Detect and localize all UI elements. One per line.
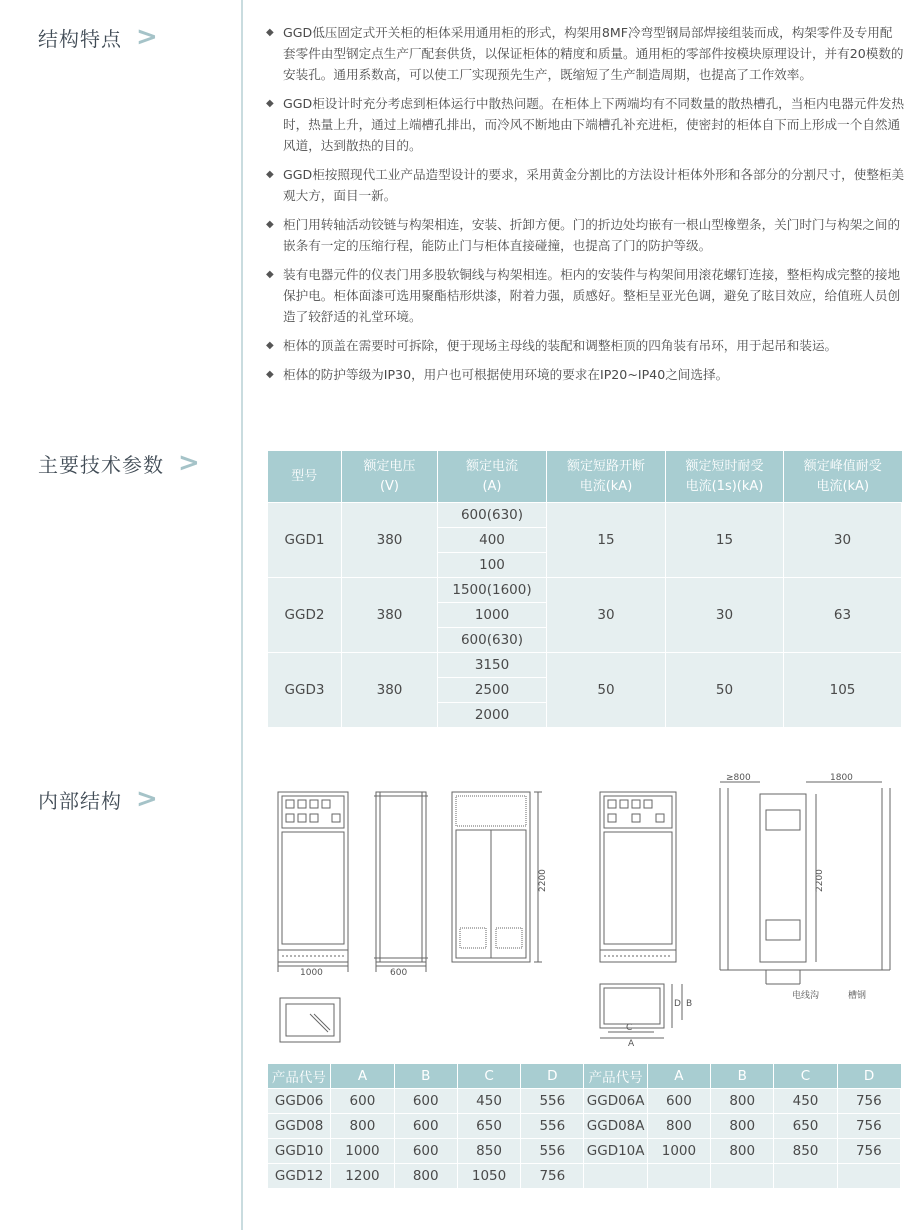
- table-cell: 1000: [647, 1139, 710, 1164]
- table-cell: 650: [457, 1114, 520, 1139]
- dims-header-cell: D: [837, 1064, 900, 1089]
- spec-header-cell: 额定峰值耐受 电流(kA): [784, 451, 902, 503]
- dim-label: 1800: [830, 773, 853, 783]
- dim-label: ≥800: [726, 773, 751, 783]
- spec-header-cell: 额定电流 (A): [438, 451, 547, 503]
- feature-item: ◆ GGD柜按照现代工业产品造型设计的要求，采用黄金分割比的方法设计柜体外形和各部分的分割尺寸，使整柜美观大方，面目一新。: [265, 164, 905, 206]
- table-cell: GGD10: [268, 1139, 331, 1164]
- feature-item: ◆ 柜体的顶盖在需要时可拆除，便于现场主母线的装配和调整柜顶的四角装有吊环，用于起吊和装运。: [265, 335, 905, 356]
- cabinet-side-view: [374, 792, 428, 972]
- table-cell: 556: [521, 1089, 584, 1114]
- dims-header-cell: A: [647, 1064, 710, 1089]
- current-cell: 3150: [438, 653, 547, 678]
- dims-header-cell: A: [331, 1064, 394, 1089]
- dim-label: D: [674, 999, 681, 1009]
- installation-section-view: [720, 782, 890, 984]
- dims-header-cell: D: [521, 1064, 584, 1089]
- chevron-right-icon: >: [178, 448, 201, 478]
- table-cell: 600: [394, 1089, 457, 1114]
- table-cell: GGD12: [268, 1164, 331, 1189]
- internal-section-title: [38, 784, 159, 814]
- table-cell: [837, 1164, 900, 1189]
- table-row: [268, 653, 902, 678]
- dim-label: B: [686, 999, 693, 1009]
- table-cell: 600: [394, 1139, 457, 1164]
- peak-cell: 63: [784, 578, 902, 653]
- spec-header-row: [268, 451, 902, 503]
- table-cell: 556: [521, 1139, 584, 1164]
- voltage-cell: 380: [342, 503, 438, 578]
- cabinet-drawings: [270, 770, 902, 1060]
- table-cell: [584, 1164, 647, 1189]
- feature-item: ◆ 柜体的防护等级为IP30，用户也可根据使用环境的要求在IP20~IP40之间选择。: [265, 364, 905, 385]
- dims-header-cell: B: [711, 1064, 774, 1089]
- table-row: [268, 503, 902, 528]
- params-title-text: 主要技术参数: [38, 452, 164, 477]
- table-cell: GGD10A: [584, 1139, 647, 1164]
- chevron-right-icon: >: [136, 784, 159, 814]
- dimensions-table: [267, 1064, 901, 1189]
- table-cell: 756: [837, 1089, 900, 1114]
- table-cell: 800: [394, 1164, 457, 1189]
- cabinet-front-view-2: [600, 792, 676, 962]
- peak-cell: 105: [784, 653, 902, 728]
- model-cell: GGD2: [268, 578, 342, 653]
- short-time-cell: 30: [666, 578, 784, 653]
- dim-label: 槽钢: [848, 991, 867, 1001]
- table-cell: 756: [837, 1139, 900, 1164]
- spec-header-cell: 型号: [268, 451, 342, 503]
- model-cell: GGD1: [268, 503, 342, 578]
- dims-header-cell: 产品代号: [584, 1064, 647, 1089]
- current-cell: 400: [438, 528, 547, 553]
- params-section-title: [38, 448, 201, 478]
- spec-header-cell: 额定短时耐受 电流(1s)(kA): [666, 451, 784, 503]
- current-cell: 2500: [438, 678, 547, 703]
- cabinet-front-view: [278, 792, 348, 972]
- table-cell: 556: [521, 1114, 584, 1139]
- dim-label: 2200: [538, 869, 548, 892]
- breaking-cell: 50: [547, 653, 666, 728]
- cabinet-top-view: [280, 998, 340, 1042]
- dims-header-cell: 产品代号: [268, 1064, 331, 1089]
- table-cell: GGD08: [268, 1114, 331, 1139]
- peak-cell: 30: [784, 503, 902, 578]
- table-cell: 800: [711, 1089, 774, 1114]
- current-cell: 100: [438, 553, 547, 578]
- table-cell: 600: [331, 1089, 394, 1114]
- breaking-cell: 15: [547, 503, 666, 578]
- dim-label: 1000: [300, 968, 323, 978]
- dims-header-row: [268, 1064, 901, 1089]
- dim-label: 2200: [815, 869, 825, 892]
- dim-label: A: [628, 1039, 635, 1049]
- table-cell: 1200: [331, 1164, 394, 1189]
- short-time-cell: 50: [666, 653, 784, 728]
- table-cell: 600: [394, 1114, 457, 1139]
- cabinet-rear-view: [452, 792, 542, 962]
- table-cell: [774, 1164, 837, 1189]
- voltage-cell: 380: [342, 578, 438, 653]
- internal-title-text: 内部结构: [38, 788, 122, 813]
- current-cell: 2000: [438, 703, 547, 728]
- table-cell: 1050: [457, 1164, 520, 1189]
- features-title-text: 结构特点: [38, 26, 122, 51]
- dims-header-cell: C: [774, 1064, 837, 1089]
- table-cell: 800: [711, 1114, 774, 1139]
- table-cell: GGD08A: [584, 1114, 647, 1139]
- table-cell: 850: [774, 1139, 837, 1164]
- current-cell: 1500(1600): [438, 578, 547, 603]
- table-row: [268, 1089, 901, 1114]
- table-cell: 450: [457, 1089, 520, 1114]
- short-time-cell: 15: [666, 503, 784, 578]
- table-cell: GGD06: [268, 1089, 331, 1114]
- dim-label: 电线沟: [792, 991, 820, 1001]
- current-cell: 600(630): [438, 503, 547, 528]
- features-section-title: [38, 22, 159, 52]
- spec-table: [267, 451, 902, 728]
- table-cell: 1000: [331, 1139, 394, 1164]
- voltage-cell: 380: [342, 653, 438, 728]
- dim-label: 600: [390, 968, 408, 978]
- model-cell: GGD3: [268, 653, 342, 728]
- spec-header-cell: 额定电压 (V): [342, 451, 438, 503]
- features-list: [265, 22, 905, 393]
- table-row: [268, 578, 902, 603]
- table-cell: 850: [457, 1139, 520, 1164]
- table-cell: 800: [711, 1139, 774, 1164]
- feature-item: ◆ GGD低压固定式开关柜的柜体采用通用柜的形式，构架用8MF冷弯型钢局部焊接组装而成，构架零件及专用配套零件由型钢定点生产厂配套供货，以保证柜体的精度和质量。通用柜的零部件按模块原理设计，并有20模数的安装孔。通用系数高，可以使工厂实现预先生产，既缩短了生产制造周期，也提高了工作效率。: [265, 22, 905, 85]
- table-cell: [711, 1164, 774, 1189]
- chevron-right-icon: >: [136, 22, 159, 52]
- table-cell: [647, 1164, 710, 1189]
- table-cell: 756: [521, 1164, 584, 1189]
- current-cell: 1000: [438, 603, 547, 628]
- feature-item: ◆ 装有电器元件的仪表门用多股软铜线与构架相连。柜内的安装件与构架间用滚花螺钉连接，整柜构成完整的接地保护电。柜体面漆可选用聚酯桔形烘漆，附着力强，质感好。整柜呈亚光色调，避免了眩目效应，给值班人员创造了较舒适的礼堂环境。: [265, 264, 905, 327]
- table-row: [268, 1164, 901, 1189]
- vertical-divider: [241, 0, 243, 1230]
- table-cell: 756: [837, 1114, 900, 1139]
- spec-header-cell: 额定短路开断 电流(kA): [547, 451, 666, 503]
- table-cell: 800: [331, 1114, 394, 1139]
- feature-item: ◆ 柜门用转轴活动铰链与构架相连，安装、折卸方便。门的折边处均嵌有一根山型橡塑条，关门时门与构架之间的嵌条有一定的压缩行程，能防止门与柜体直接碰撞，也提高了门的防护等级。: [265, 214, 905, 256]
- base-plan-view: [600, 984, 682, 1038]
- table-cell: 450: [774, 1089, 837, 1114]
- feature-item: ◆ GGD柜设计时充分考虑到柜体运行中散热问题。在柜体上下两端均有不同数量的散热槽孔，当柜内电器元件发热时，热量上升，通过上端槽孔排出，而冷风不断地由下端槽孔补充进柜，使密封的柜体自下而上形成一个自然通风道，达到散热的目的。: [265, 93, 905, 156]
- table-cell: 800: [647, 1114, 710, 1139]
- dims-header-cell: C: [457, 1064, 520, 1089]
- table-cell: 650: [774, 1114, 837, 1139]
- table-row: [268, 1114, 901, 1139]
- table-cell: GGD06A: [584, 1089, 647, 1114]
- table-cell: 600: [647, 1089, 710, 1114]
- dim-label: C: [626, 1023, 633, 1033]
- table-row: [268, 1139, 901, 1164]
- breaking-cell: 30: [547, 578, 666, 653]
- current-cell: 600(630): [438, 628, 547, 653]
- dims-header-cell: B: [394, 1064, 457, 1089]
